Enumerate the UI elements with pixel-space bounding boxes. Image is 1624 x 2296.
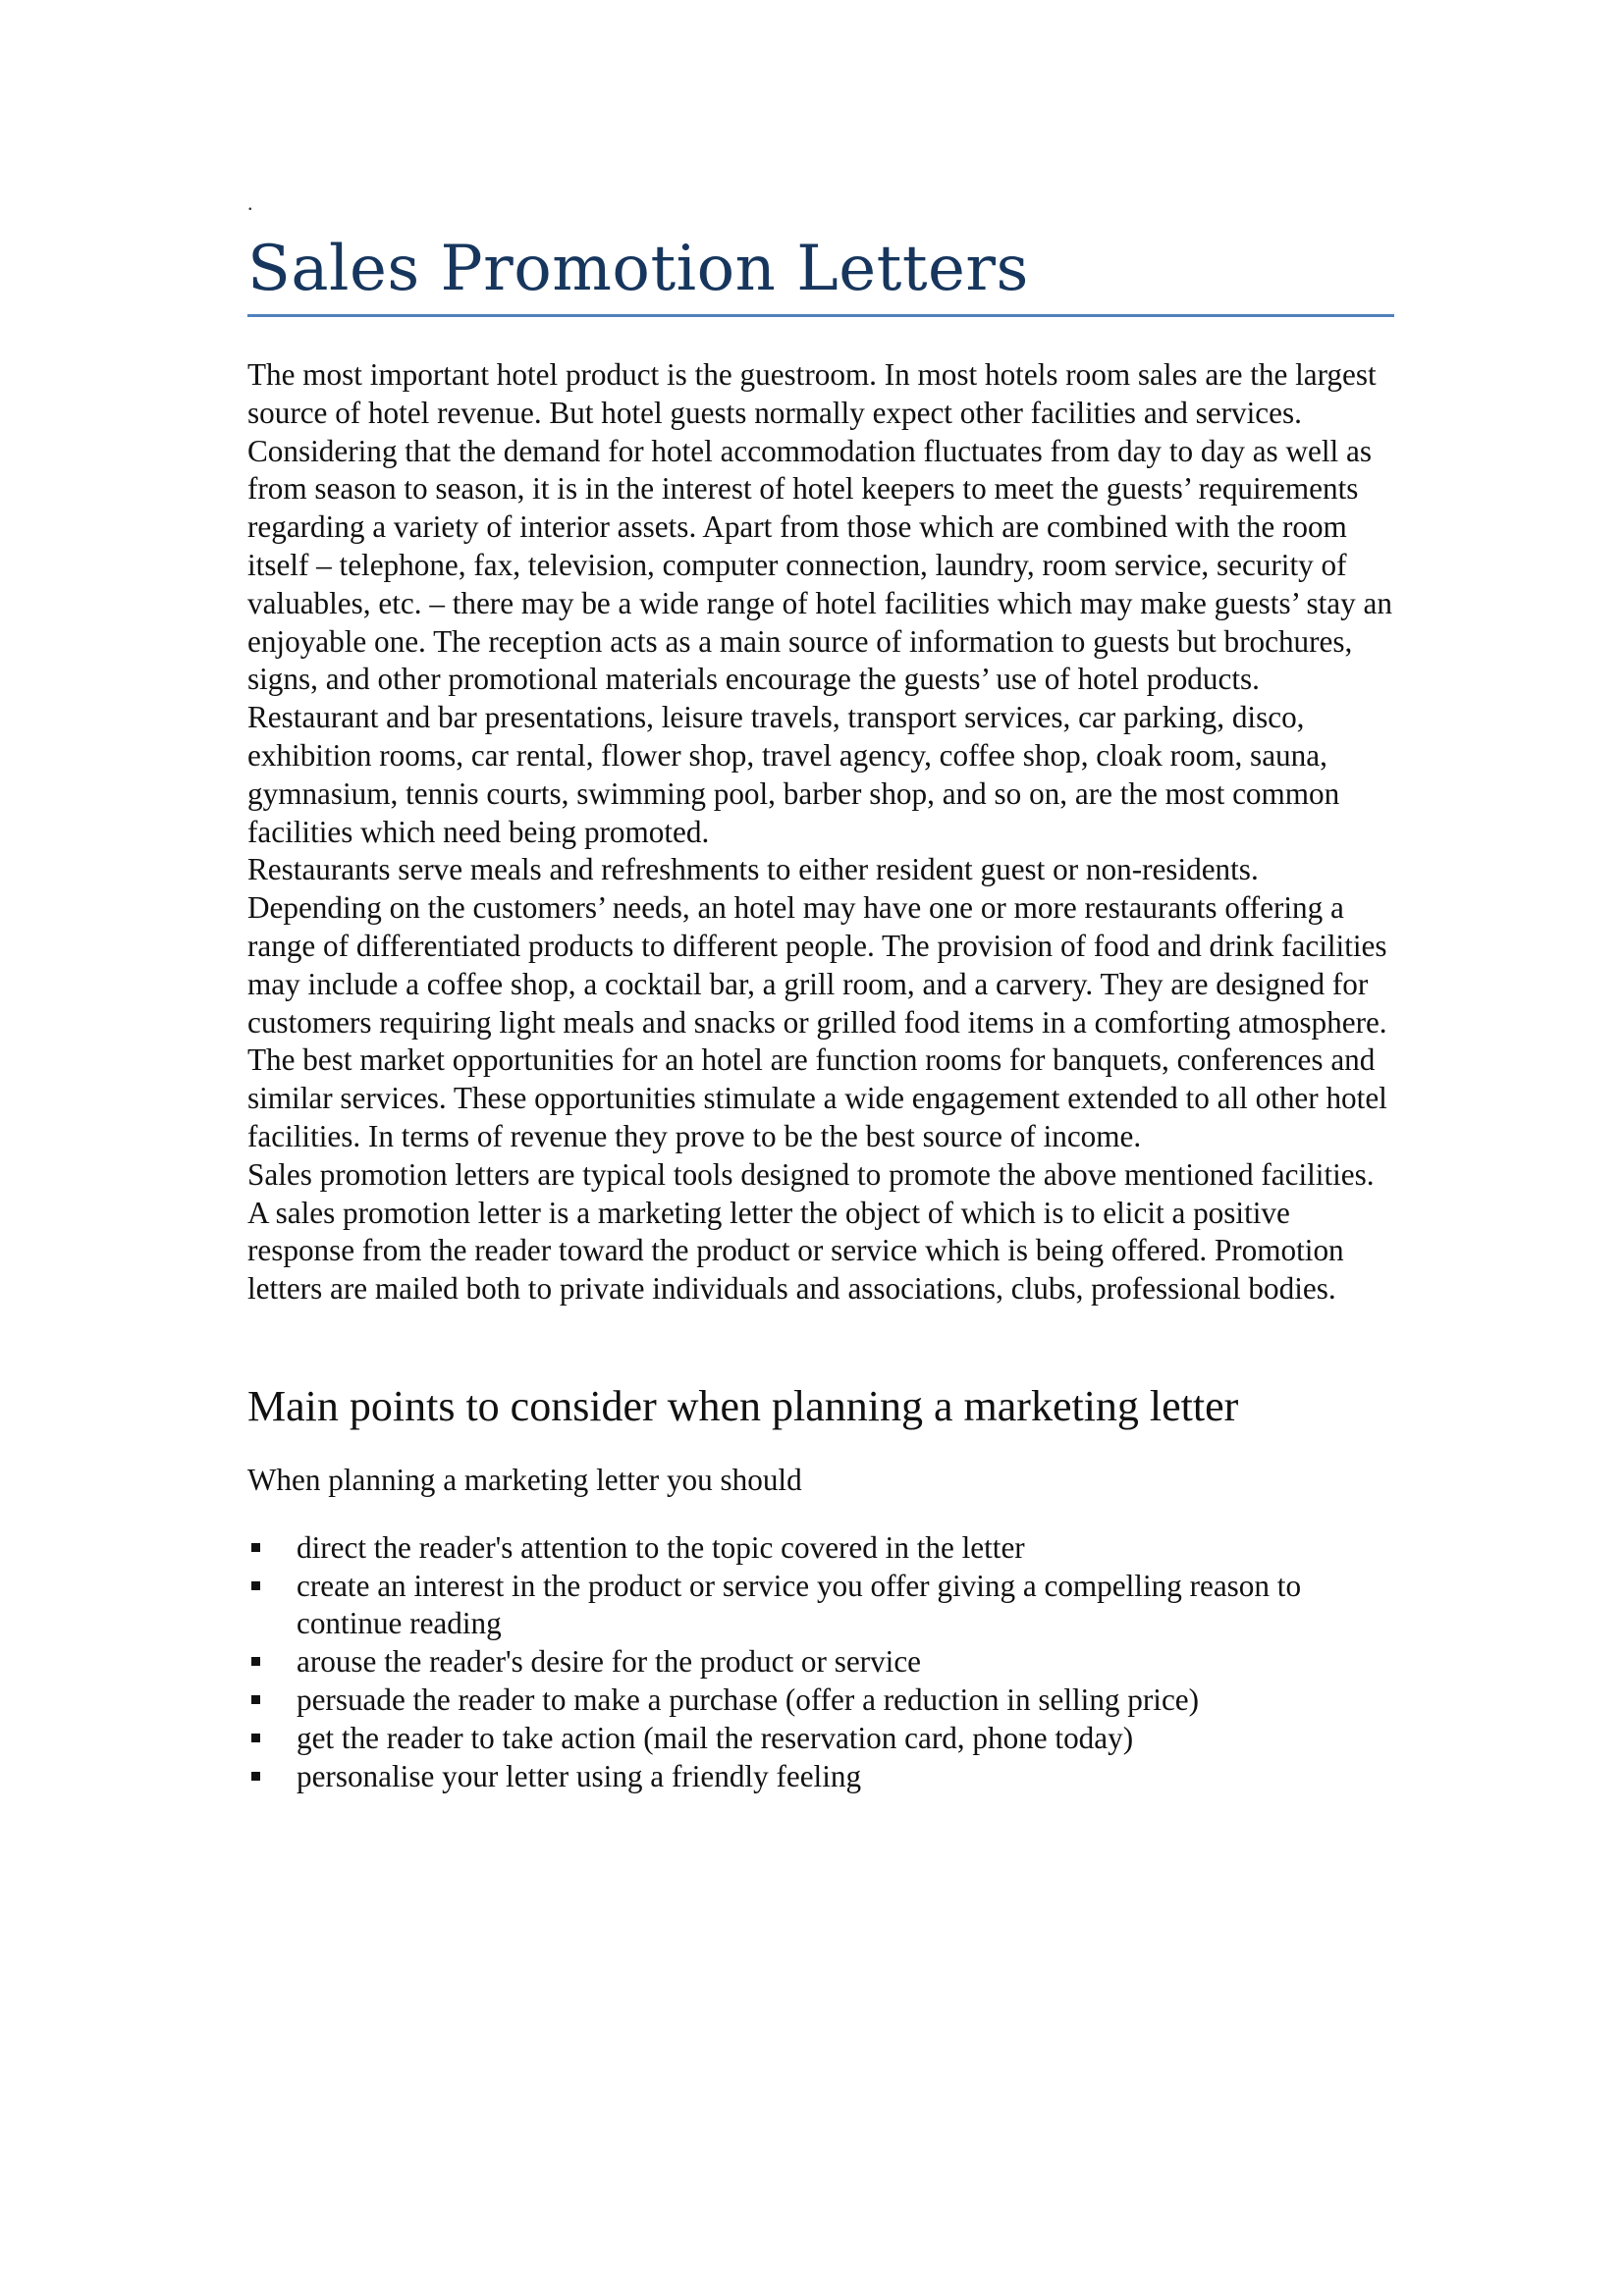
list-item-text: get the reader to take action (mail the reservation card, phone today) bbox=[297, 1720, 1134, 1755]
list-item bbox=[247, 1758, 1394, 1796]
leading-marker: . bbox=[247, 190, 253, 215]
document-title: Sales Promotion Letters bbox=[247, 233, 1029, 305]
paragraph-sales-letters: Sales promotion letters are typical tools designed to promote the above mentioned facilities. A sales promotion letter is a marketing letter the object of which is to elicit a positive response from the reader toward the product or service which is being offered. Promotion letters are mailed both to private individuals and associations, clubs, professional bodies. bbox=[247, 1156, 1375, 1307]
bullet-list bbox=[247, 1529, 1394, 1796]
square-bullet-icon bbox=[251, 1657, 260, 1666]
list-item bbox=[247, 1643, 1394, 1682]
list-item-text: create an interest in the product or service you offer giving a compelling reason to continue reading bbox=[297, 1568, 1302, 1641]
list-item bbox=[247, 1568, 1394, 1644]
section-lead: When planning a marketing letter you should bbox=[247, 1462, 802, 1497]
section-heading: Main points to consider when planning a marketing letter bbox=[247, 1381, 1239, 1430]
body-paragraphs bbox=[247, 356, 1394, 1308]
title-underline bbox=[247, 314, 1394, 317]
document-page bbox=[247, 192, 1394, 1795]
list-item bbox=[247, 1529, 1394, 1568]
square-bullet-icon bbox=[251, 1581, 260, 1590]
list-item-text: persuade the reader to make a purchase (offer a reduction in selling price) bbox=[297, 1682, 1200, 1717]
list-item bbox=[247, 1682, 1394, 1720]
list-item-text: direct the reader's attention to the topic covered in the letter bbox=[297, 1529, 1025, 1565]
square-bullet-icon bbox=[251, 1772, 260, 1781]
paragraph-restaurants: Restaurants serve meals and refreshments to either resident guest or non-residents. Depending on the customers’ needs, an hotel may have one or more restaurants offering a range of differentiated products to different people. The provision of food and drink facilities may include a coffee shop, a cocktail bar, a grill room, and a carvery. They are designed for customers requiring light meals and snacks or grilled food items in a comforting atmosphere. bbox=[247, 852, 1387, 1040]
paragraph-function-rooms: The best market opportunities for an hotel are function rooms for banquets, conferences and similar services. These opportunities stimulate a wide engagement extended to all other hotel facilities. In terms of revenue they prove to be the best source of income. bbox=[247, 1042, 1387, 1153]
square-bullet-icon bbox=[251, 1695, 260, 1704]
list-item bbox=[247, 1720, 1394, 1758]
list-item-text: personalise your letter using a friendly feeling bbox=[297, 1758, 862, 1793]
paragraph-guestroom: The most important hotel product is the guestroom. In most hotels room sales are the largest source of hotel revenue. But hotel guests normally expect other facilities and services. Considering that the demand for hotel accommodation fluctuates from day to day as well as from season to season, it is in the interest of hotel keepers to meet the guests’ requirements regarding a variety of interior assets. Apart from those which are combined with the room itself – telephone, fax, television, computer connection, laundry, room service, security of valuables, etc. – there may be a wide range of hotel facilities which may make guests’ stay an enjoyable one. The reception acts as a main source of information to guests but brochures, signs, and other promotional materials encourage the guests’ use of hotel products. Restaurant and bar presentations, leisure travels, transport services, car parking, disco, exhibition rooms, car rental, flower shop, travel agency, coffee shop, cloak room, sauna, gymnasium, tennis courts, swimming pool, barber shop, and so on, are the most common facilities which need being promoted. bbox=[247, 357, 1392, 849]
square-bullet-icon bbox=[251, 1543, 260, 1552]
square-bullet-icon bbox=[251, 1734, 260, 1742]
list-item-text: arouse the reader's desire for the product or service bbox=[297, 1644, 922, 1680]
